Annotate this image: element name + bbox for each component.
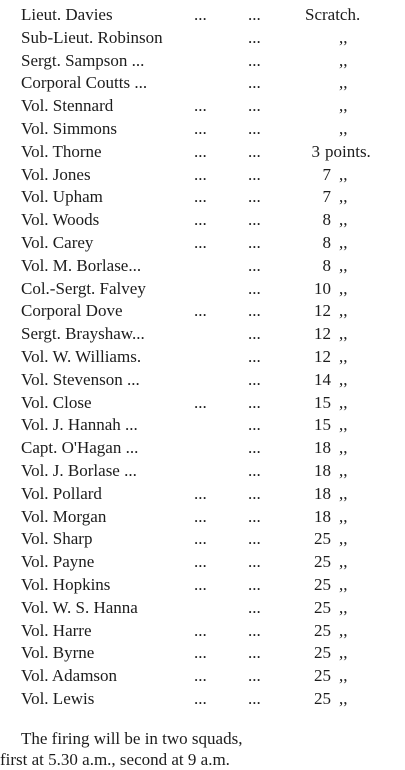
leader-dots: ... (248, 415, 261, 435)
table-row (21, 95, 405, 118)
table-row (21, 72, 405, 95)
handicap-points: 14 (314, 369, 331, 389)
handicap-points: 8 (322, 232, 331, 252)
handicap-unit: ,, (339, 552, 348, 572)
handicap-unit: points. (325, 141, 371, 161)
competitor-name: Corporal Coutts ... (21, 73, 148, 93)
handicap-unit: Scratch. (305, 5, 361, 24)
leader-dots: ... (248, 574, 261, 594)
handicap-points: 25 (314, 666, 331, 686)
table-row (21, 164, 405, 187)
competitor-name: Vol. Sharp (21, 529, 93, 549)
table-row (21, 551, 405, 574)
leader-dots: ... (248, 210, 261, 230)
leader-dots: ... (194, 666, 207, 686)
handicap-points: 18 (314, 506, 331, 526)
handicap-points: 18 (314, 438, 331, 458)
leader-dots: ... (248, 643, 261, 663)
handicap-points: 7 (322, 164, 331, 184)
handicap-unit: ,, (339, 620, 348, 640)
handicap-points: 8 (322, 210, 331, 230)
competitor-name: Vol. Stevenson ... (21, 369, 140, 389)
handicap-list (21, 4, 405, 711)
leader-dots: ... (248, 597, 261, 617)
competitor-name: Vol. Morgan (21, 506, 107, 526)
table-row (21, 574, 405, 597)
leader-dots: ... (194, 483, 207, 503)
leader-dots: ... (248, 438, 261, 458)
leader-dots: ... (248, 73, 261, 93)
competitor-name: Vol. Close (21, 392, 92, 412)
table-row (21, 27, 405, 50)
leader-dots: ... (194, 187, 207, 207)
leader-dots: ... (248, 187, 261, 207)
handicap-points: 7 (322, 187, 331, 207)
table-row (21, 528, 405, 551)
handicap-points: 25 (314, 574, 331, 594)
competitor-name: Vol. J. Hannah ... (21, 415, 138, 435)
handicap-unit: ,, (339, 597, 348, 617)
leader-dots: ... (248, 301, 261, 321)
handicap-unit: ,, (339, 438, 348, 458)
handicap-unit: ,, (339, 643, 348, 663)
leader-dots: ... (248, 50, 261, 70)
competitor-name: Vol. Lewis (21, 688, 95, 708)
handicap-unit: ,, (339, 688, 348, 708)
leader-dots: ... (194, 506, 207, 526)
table-row (21, 4, 405, 27)
table-row (21, 597, 405, 620)
competitor-name: Vol. W. Williams. (21, 346, 142, 366)
footer-line-1: The firing will be in two squads, (21, 729, 243, 748)
leader-dots: ... (194, 164, 207, 184)
table-row (21, 255, 405, 278)
leader-dots: ... (248, 255, 261, 275)
competitor-name: Vol. Harre (21, 620, 92, 640)
leader-dots: ... (194, 552, 207, 572)
table-row (21, 209, 405, 232)
competitor-name: Sergt. Sampson ... (21, 50, 145, 70)
table-row (21, 141, 405, 164)
competitor-name: Vol. Pollard (21, 483, 102, 503)
competitor-name: Vol. Payne (21, 552, 95, 572)
leader-dots: ... (194, 688, 207, 708)
handicap-points: 25 (314, 597, 331, 617)
leader-dots: ... (248, 483, 261, 503)
competitor-name: Vol. Carey (21, 232, 94, 252)
table-row (21, 414, 405, 437)
table-row (21, 300, 405, 323)
competitor-name: Vol. J. Borlase ... (21, 460, 137, 480)
competitor-name: Vol. Woods (21, 210, 100, 230)
table-row (21, 232, 405, 255)
handicap-points: 15 (314, 392, 331, 412)
leader-dots: ... (194, 301, 207, 321)
table-row (21, 186, 405, 209)
handicap-unit: ,, (339, 73, 348, 93)
leader-dots: ... (248, 620, 261, 640)
footer-line-2: first at 5.30 a.m., second at 9 a.m. (0, 750, 230, 769)
leader-dots: ... (248, 552, 261, 572)
handicap-unit: ,, (339, 666, 348, 686)
handicap-unit: ,, (339, 255, 348, 275)
table-row (21, 392, 405, 415)
leader-dots: ... (248, 392, 261, 412)
leader-dots: ... (248, 141, 261, 161)
leader-dots: ... (194, 643, 207, 663)
leader-dots: ... (194, 529, 207, 549)
handicap-points: 18 (314, 483, 331, 503)
leader-dots: ... (248, 460, 261, 480)
handicap-unit: ,, (339, 301, 348, 321)
competitor-name: Vol. Upham (21, 187, 103, 207)
leader-dots: ... (194, 96, 207, 116)
table-row (21, 437, 405, 460)
competitor-name: Corporal Dove (21, 301, 123, 321)
leader-dots: ... (248, 346, 261, 366)
leader-dots: ... (194, 118, 207, 138)
table-row (21, 118, 405, 141)
handicap-points: 25 (314, 688, 331, 708)
leader-dots: ... (248, 164, 261, 184)
table-row (21, 278, 405, 301)
competitor-name: Vol. Hopkins (21, 574, 111, 594)
table-row (21, 346, 405, 369)
leader-dots: ... (248, 666, 261, 686)
table-row (21, 620, 405, 643)
competitor-name: Vol. M. Borlase... (21, 255, 142, 275)
handicap-points: 8 (322, 255, 331, 275)
leader-dots: ... (194, 232, 207, 252)
leader-dots: ... (248, 118, 261, 138)
competitor-name: Lieut. Davies (21, 5, 113, 24)
handicap-unit: ,, (339, 164, 348, 184)
handicap-unit: ,, (339, 210, 348, 230)
handicap-unit: ,, (339, 324, 348, 344)
handicap-unit: ,, (339, 118, 348, 138)
competitor-name: Vol. Jones (21, 164, 91, 184)
leader-dots: ... (248, 324, 261, 344)
footer-paragraph (0, 728, 405, 770)
table-row (21, 483, 405, 506)
competitor-name: Sub-Lieut. Robinson (21, 27, 163, 47)
leader-dots: ... (248, 688, 261, 708)
leader-dots: ... (194, 141, 207, 161)
competitor-name: Vol. Thorne (21, 141, 102, 161)
leader-dots: ... (194, 574, 207, 594)
leader-dots: ... (194, 210, 207, 230)
handicap-unit: ,, (339, 506, 348, 526)
table-row (21, 50, 405, 73)
handicap-unit: ,, (339, 483, 348, 503)
competitor-name: Vol. Simmons (21, 118, 118, 138)
handicap-points: 25 (314, 552, 331, 572)
leader-dots: ... (248, 278, 261, 298)
handicap-unit: ,, (339, 278, 348, 298)
table-row (21, 665, 405, 688)
competitor-name: Col.-Sergt. Falvey (21, 278, 146, 298)
handicap-points: 3 (311, 141, 320, 161)
handicap-unit: ,, (339, 460, 348, 480)
leader-dots: ... (194, 620, 207, 640)
handicap-points: 15 (314, 415, 331, 435)
handicap-points: 12 (314, 346, 331, 366)
handicap-unit: ,, (339, 187, 348, 207)
leader-dots: ... (248, 232, 261, 252)
handicap-points: 12 (314, 301, 331, 321)
handicap-points: 10 (314, 278, 331, 298)
handicap-unit: ,, (339, 574, 348, 594)
handicap-unit: ,, (339, 346, 348, 366)
competitor-name: Vol. Adamson (21, 666, 118, 686)
leader-dots: ... (248, 529, 261, 549)
competitor-name: Sergt. Brayshaw... (21, 324, 145, 344)
leader-dots: ... (248, 506, 261, 526)
leader-dots: ... (248, 5, 261, 24)
competitor-name: Vol. Stennard (21, 96, 114, 116)
handicap-unit: ,, (339, 96, 348, 116)
handicap-unit: ,, (339, 27, 348, 47)
table-row (21, 506, 405, 529)
handicap-points: 25 (314, 643, 331, 663)
handicap-unit: ,, (339, 415, 348, 435)
handicap-unit: ,, (339, 369, 348, 389)
leader-dots: ... (248, 27, 261, 47)
handicap-unit: ,, (339, 392, 348, 412)
handicap-unit: ,, (339, 50, 348, 70)
handicap-unit: ,, (339, 529, 348, 549)
handicap-points: 25 (314, 620, 331, 640)
table-row (21, 688, 405, 711)
leader-dots: ... (248, 96, 261, 116)
competitor-name: Vol. Byrne (21, 643, 95, 663)
table-row (21, 323, 405, 346)
leader-dots: ... (194, 392, 207, 412)
handicap-unit: ,, (339, 232, 348, 252)
competitor-name: Capt. O'Hagan ... (21, 438, 139, 458)
table-row (21, 369, 405, 392)
competitor-name: Vol. W. S. Hanna (21, 597, 138, 617)
handicap-points: 12 (314, 324, 331, 344)
leader-dots: ... (248, 369, 261, 389)
table-row (21, 642, 405, 665)
table-row (21, 460, 405, 483)
handicap-points: 25 (314, 529, 331, 549)
leader-dots: ... (194, 5, 207, 24)
handicap-points: 18 (314, 460, 331, 480)
